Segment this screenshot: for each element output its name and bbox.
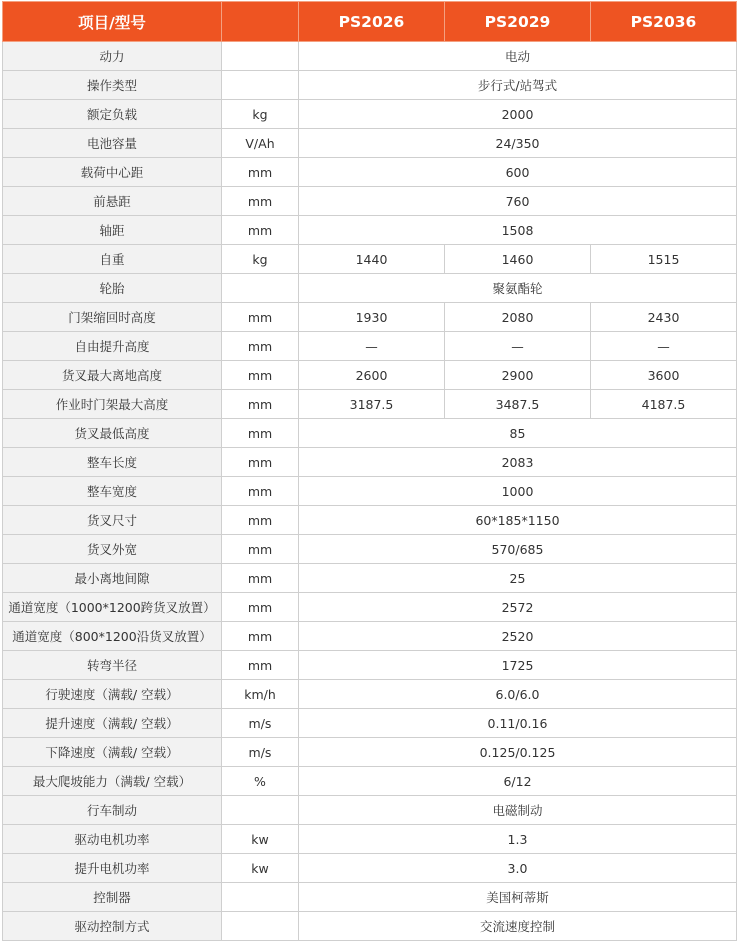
spec-value-cell: 3187.5 xyxy=(299,390,445,419)
spec-value-cell: 0.125/0.125 xyxy=(299,738,737,767)
spec-body xyxy=(3,42,737,941)
table-row xyxy=(3,245,737,274)
spec-name-cell: 驱动电机功率 xyxy=(3,825,222,854)
table-row xyxy=(3,303,737,332)
spec-name-cell: 下降速度（满载/ 空载） xyxy=(3,738,222,767)
spec-value-cell: 25 xyxy=(299,564,737,593)
spec-value-cell: 0.11/0.16 xyxy=(299,709,737,738)
table-row xyxy=(3,448,737,477)
spec-value-cell: 2572 xyxy=(299,593,737,622)
table-row xyxy=(3,361,737,390)
spec-value-cell: 2600 xyxy=(299,361,445,390)
spec-value-cell: 2520 xyxy=(299,622,737,651)
spec-value-cell: 2080 xyxy=(445,303,591,332)
spec-value-cell: 2083 xyxy=(299,448,737,477)
spec-value-cell: 2000 xyxy=(299,100,737,129)
spec-name-cell: 最小离地间隙 xyxy=(3,564,222,593)
spec-value-cell: 6/12 xyxy=(299,767,737,796)
table-row xyxy=(3,477,737,506)
spec-table xyxy=(2,1,737,941)
table-row xyxy=(3,332,737,361)
spec-name-cell: 通道宽度（800*1200沿货叉放置） xyxy=(3,622,222,651)
table-row xyxy=(3,767,737,796)
table-row xyxy=(3,42,737,71)
spec-name-cell: 操作类型 xyxy=(3,71,222,100)
spec-value-cell: 电动 xyxy=(299,42,737,71)
spec-name-cell: 行驶速度（满载/ 空载） xyxy=(3,680,222,709)
spec-unit-cell: mm xyxy=(222,593,299,622)
table-row xyxy=(3,912,737,941)
spec-unit-cell: mm xyxy=(222,187,299,216)
spec-name-cell: 轮胎 xyxy=(3,274,222,303)
model-header-ps2036: PS2036 xyxy=(591,2,737,42)
spec-name-cell: 行车制动 xyxy=(3,796,222,825)
spec-unit-cell: m/s xyxy=(222,738,299,767)
spec-value-cell: 2900 xyxy=(445,361,591,390)
spec-name-cell: 轴距 xyxy=(3,216,222,245)
table-row xyxy=(3,216,737,245)
spec-value-cell: 2430 xyxy=(591,303,737,332)
spec-unit-cell: mm xyxy=(222,361,299,390)
table-row xyxy=(3,622,737,651)
spec-name-cell: 货叉外宽 xyxy=(3,535,222,564)
spec-value-cell: 60*185*1150 xyxy=(299,506,737,535)
spec-value-cell: 4187.5 xyxy=(591,390,737,419)
unit-header xyxy=(222,2,299,42)
spec-name-cell: 自重 xyxy=(3,245,222,274)
spec-value-cell: 570/685 xyxy=(299,535,737,564)
spec-unit-cell: mm xyxy=(222,419,299,448)
table-row xyxy=(3,506,737,535)
spec-name-cell: 转弯半径 xyxy=(3,651,222,680)
table-row xyxy=(3,796,737,825)
spec-value-cell: 6.0/6.0 xyxy=(299,680,737,709)
table-row xyxy=(3,129,737,158)
spec-value-cell: — xyxy=(299,332,445,361)
table-row xyxy=(3,564,737,593)
spec-unit-cell: mm xyxy=(222,448,299,477)
spec-name-cell: 最大爬坡能力（满载/ 空载） xyxy=(3,767,222,796)
spec-value-cell: 24/350 xyxy=(299,129,737,158)
spec-name-cell: 作业时门架最大高度 xyxy=(3,390,222,419)
header-row xyxy=(3,2,737,42)
table-row xyxy=(3,854,737,883)
spec-name-cell: 自由提升高度 xyxy=(3,332,222,361)
model-header-ps2029: PS2029 xyxy=(445,2,591,42)
spec-name-cell: 电池容量 xyxy=(3,129,222,158)
spec-value-cell: 1460 xyxy=(445,245,591,274)
spec-name-cell: 控制器 xyxy=(3,883,222,912)
spec-unit-cell xyxy=(222,796,299,825)
spec-value-cell: 美国柯蒂斯 xyxy=(299,883,737,912)
spec-unit-cell: kg xyxy=(222,245,299,274)
spec-unit-cell: mm xyxy=(222,390,299,419)
spec-unit-cell: V/Ah xyxy=(222,129,299,158)
spec-name-cell: 货叉最大离地高度 xyxy=(3,361,222,390)
spec-unit-cell: km/h xyxy=(222,680,299,709)
spec-name-cell: 提升电机功率 xyxy=(3,854,222,883)
table-row xyxy=(3,825,737,854)
table-row xyxy=(3,390,737,419)
spec-value-cell: 85 xyxy=(299,419,737,448)
spec-value-cell: 步行式/站驾式 xyxy=(299,71,737,100)
spec-name-cell: 整车长度 xyxy=(3,448,222,477)
spec-value-cell: — xyxy=(445,332,591,361)
spec-unit-cell: mm xyxy=(222,535,299,564)
table-row xyxy=(3,71,737,100)
table-row xyxy=(3,274,737,303)
spec-value-cell: 1.3 xyxy=(299,825,737,854)
table-row xyxy=(3,738,737,767)
spec-value-cell: 1000 xyxy=(299,477,737,506)
spec-value-cell: 760 xyxy=(299,187,737,216)
table-row xyxy=(3,535,737,564)
spec-unit-cell xyxy=(222,912,299,941)
spec-unit-cell xyxy=(222,883,299,912)
spec-unit-cell: mm xyxy=(222,651,299,680)
spec-value-cell: 1440 xyxy=(299,245,445,274)
model-header-ps2026: PS2026 xyxy=(299,2,445,42)
spec-unit-cell: m/s xyxy=(222,709,299,738)
spec-unit-cell xyxy=(222,274,299,303)
spec-unit-cell: mm xyxy=(222,332,299,361)
spec-unit-cell: mm xyxy=(222,158,299,187)
spec-unit-cell: mm xyxy=(222,216,299,245)
table-row xyxy=(3,187,737,216)
spec-name-cell: 通道宽度（1000*1200跨货叉放置） xyxy=(3,593,222,622)
spec-unit-cell: mm xyxy=(222,477,299,506)
spec-name-cell: 整车宽度 xyxy=(3,477,222,506)
spec-name-cell: 提升速度（满载/ 空载） xyxy=(3,709,222,738)
spec-value-cell: — xyxy=(591,332,737,361)
spec-value-cell: 1930 xyxy=(299,303,445,332)
table-row xyxy=(3,158,737,187)
spec-name-cell: 载荷中心距 xyxy=(3,158,222,187)
spec-unit-cell: mm xyxy=(222,303,299,332)
spec-unit-cell: mm xyxy=(222,622,299,651)
spec-name-cell: 动力 xyxy=(3,42,222,71)
spec-name-cell: 货叉尺寸 xyxy=(3,506,222,535)
spec-value-cell: 聚氨酯轮 xyxy=(299,274,737,303)
spec-unit-cell xyxy=(222,42,299,71)
spec-name-cell: 驱动控制方式 xyxy=(3,912,222,941)
spec-value-cell: 电磁制动 xyxy=(299,796,737,825)
spec-value-cell: 3.0 xyxy=(299,854,737,883)
spec-value-cell: 3487.5 xyxy=(445,390,591,419)
spec-name-cell: 货叉最低高度 xyxy=(3,419,222,448)
table-row xyxy=(3,883,737,912)
table-row xyxy=(3,593,737,622)
spec-value-cell: 1725 xyxy=(299,651,737,680)
table-row xyxy=(3,419,737,448)
table-row xyxy=(3,680,737,709)
spec-name-cell: 门架缩回时高度 xyxy=(3,303,222,332)
item-model-header: 项目/型号 xyxy=(3,2,222,42)
spec-value-cell: 交流速度控制 xyxy=(299,912,737,941)
spec-value-cell: 1508 xyxy=(299,216,737,245)
spec-unit-cell: % xyxy=(222,767,299,796)
spec-unit-cell: kg xyxy=(222,100,299,129)
table-row xyxy=(3,651,737,680)
spec-value-cell: 3600 xyxy=(591,361,737,390)
spec-unit-cell: mm xyxy=(222,506,299,535)
spec-unit-cell: kw xyxy=(222,854,299,883)
table-row xyxy=(3,100,737,129)
spec-unit-cell: mm xyxy=(222,564,299,593)
spec-unit-cell xyxy=(222,71,299,100)
spec-name-cell: 前悬距 xyxy=(3,187,222,216)
table-row xyxy=(3,709,737,738)
spec-value-cell: 600 xyxy=(299,158,737,187)
spec-name-cell: 额定负载 xyxy=(3,100,222,129)
spec-value-cell: 1515 xyxy=(591,245,737,274)
spec-unit-cell: kw xyxy=(222,825,299,854)
